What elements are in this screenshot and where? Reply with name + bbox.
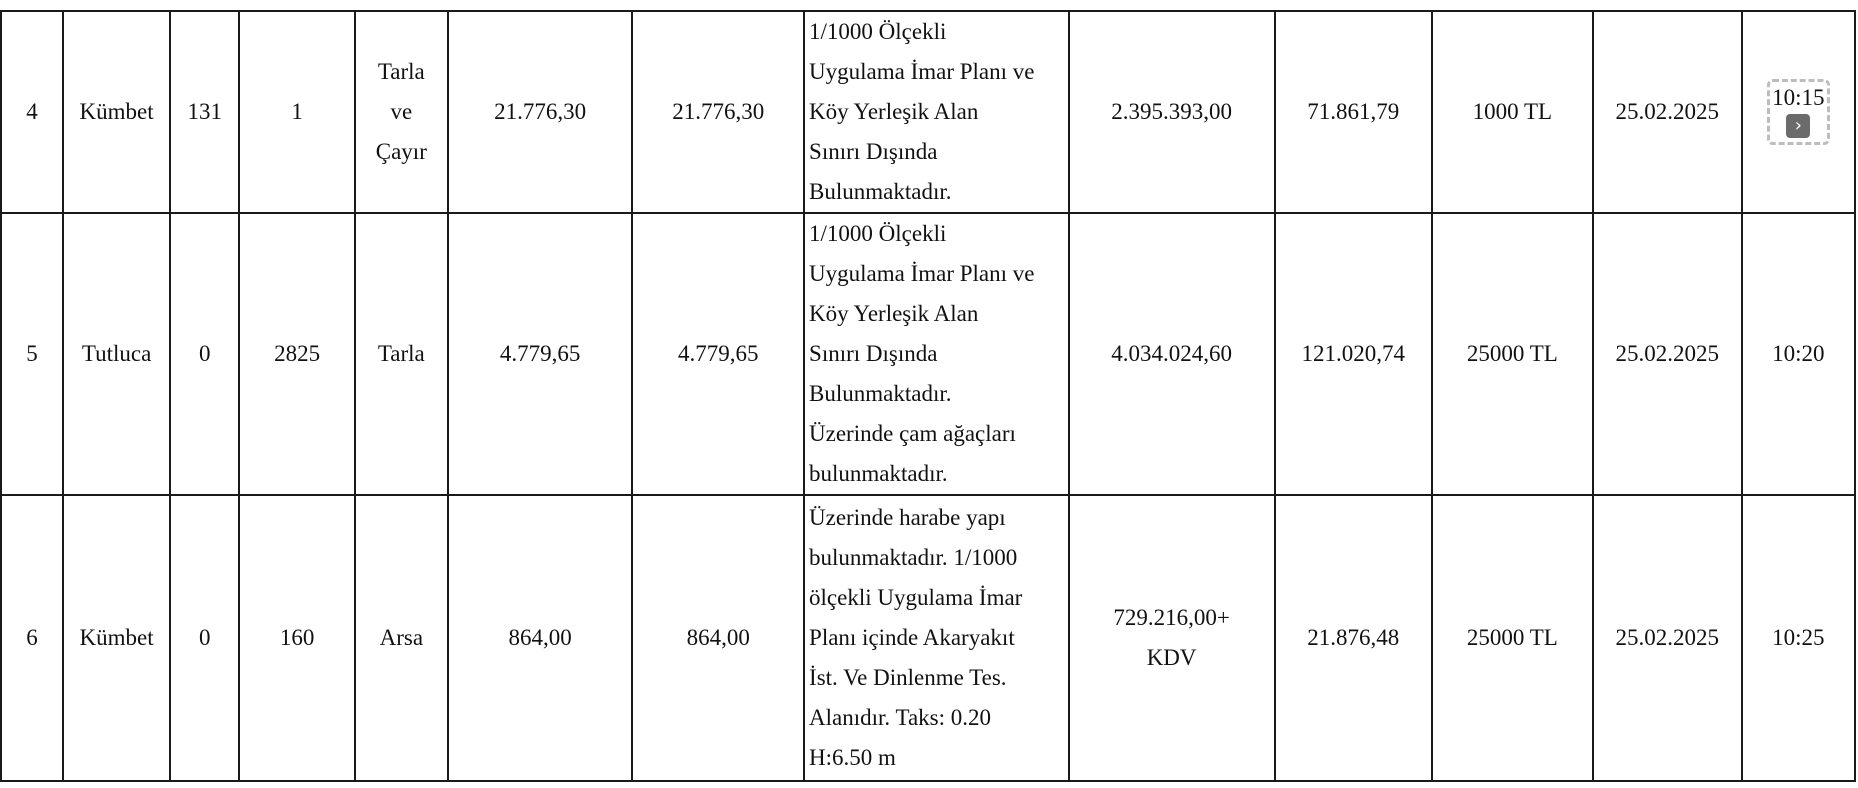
table-row [1,213,1855,495]
cell-nitelik [355,213,448,495]
aciklama-line: İst. Ve Dinlenme Tes. [809,665,1007,690]
cell-no: 5 [1,213,63,495]
cell-tarih: 25.02.2025 [1593,11,1742,213]
cell-ada: 0 [170,495,239,781]
aciklama-line: bulunmaktadır. [809,461,948,486]
cell-hisse-alan: 21.776,30 [632,11,804,213]
cell-artis: 25000 TL [1432,213,1593,495]
cell-muhammen-bedel [1069,495,1275,781]
bedel-line: 4.034.024,60 [1111,341,1232,366]
aciklama-line: Köy Yerleşik Alan [809,99,979,124]
aciklama-line: Planı içinde Akaryakıt [809,625,1015,650]
chevron-right-icon[interactable]: › [1786,114,1810,138]
cell-teminat: 121.020,74 [1275,213,1432,495]
cell-parsel: 2825 [239,213,355,495]
cell-nitelik [355,495,448,781]
cell-ada: 131 [170,11,239,213]
time-selection-box[interactable] [1767,79,1829,145]
aciklama-line: 1/1000 Ölçekli [809,221,947,246]
cell-nitelik [355,11,448,213]
bedel-line: 2.395.393,00 [1111,99,1232,124]
cell-saat [1742,11,1855,213]
cell-parsel: 160 [239,495,355,781]
tender-table [0,10,1856,782]
aciklama-line: Uygulama İmar Planı ve [809,59,1035,84]
cell-hisse-alan: 4.779,65 [632,213,804,495]
table-row [1,11,1855,213]
cell-yuzolcum: 864,00 [448,495,633,781]
cell-aciklama [804,495,1069,781]
cell-teminat: 71.861,79 [1275,11,1432,213]
cell-muhammen-bedel [1069,11,1275,213]
aciklama-line: Sınırı Dışında [809,341,938,366]
cell-tarih: 25.02.2025 [1593,495,1742,781]
nitelik-line: Tarla [377,341,425,366]
saat-text: 10:15 [1772,85,1825,110]
nitelik-line: Arsa [379,625,424,650]
aciklama-line: Bulunmaktadır. [809,381,952,406]
cell-saat: 10:25 [1742,495,1855,781]
cell-teminat: 21.876,48 [1275,495,1432,781]
cell-yuzolcum: 4.779,65 [448,213,633,495]
cell-saat: 10:20 [1742,213,1855,495]
aciklama-line: Köy Yerleşik Alan [809,301,979,326]
cell-tarih: 25.02.2025 [1593,213,1742,495]
nitelik-line: Tarla [377,59,425,84]
bedel-line: 729.216,00+ [1113,605,1230,630]
bedel-line: KDV [1146,645,1197,670]
aciklama-line: 1/1000 Ölçekli [809,19,947,44]
aciklama-line: Bulunmaktadır. [809,179,952,204]
cell-artis: 1000 TL [1432,11,1593,213]
aciklama-line: Sınırı Dışında [809,139,938,164]
cell-muhammen-bedel [1069,213,1275,495]
cell-parsel: 1 [239,11,355,213]
aciklama-line: H:6.50 m [809,745,896,770]
cell-aciklama [804,11,1069,213]
nitelik-line: ve [390,99,413,124]
cell-mahalle: Kümbet [63,495,170,781]
cell-no: 6 [1,495,63,781]
cell-no: 4 [1,11,63,213]
aciklama-line: ölçekli Uygulama İmar [809,585,1023,610]
aciklama-line: Üzerinde çam ağaçları [809,421,1016,446]
cell-aciklama [804,213,1069,495]
aciklama-line: Uygulama İmar Planı ve [809,261,1035,286]
cell-mahalle: Tutluca [63,213,170,495]
aciklama-line: Alanıdır. Taks: 0.20 [809,705,991,730]
cell-yuzolcum: 21.776,30 [448,11,633,213]
aciklama-line: Üzerinde harabe yapı [809,505,1006,530]
table-row [1,495,1855,781]
cell-artis: 25000 TL [1432,495,1593,781]
aciklama-line: bulunmaktadır. 1/1000 [809,545,1018,570]
cell-ada: 0 [170,213,239,495]
nitelik-line: Çayır [375,139,427,164]
cell-hisse-alan: 864,00 [632,495,804,781]
cell-mahalle: Kümbet [63,11,170,213]
